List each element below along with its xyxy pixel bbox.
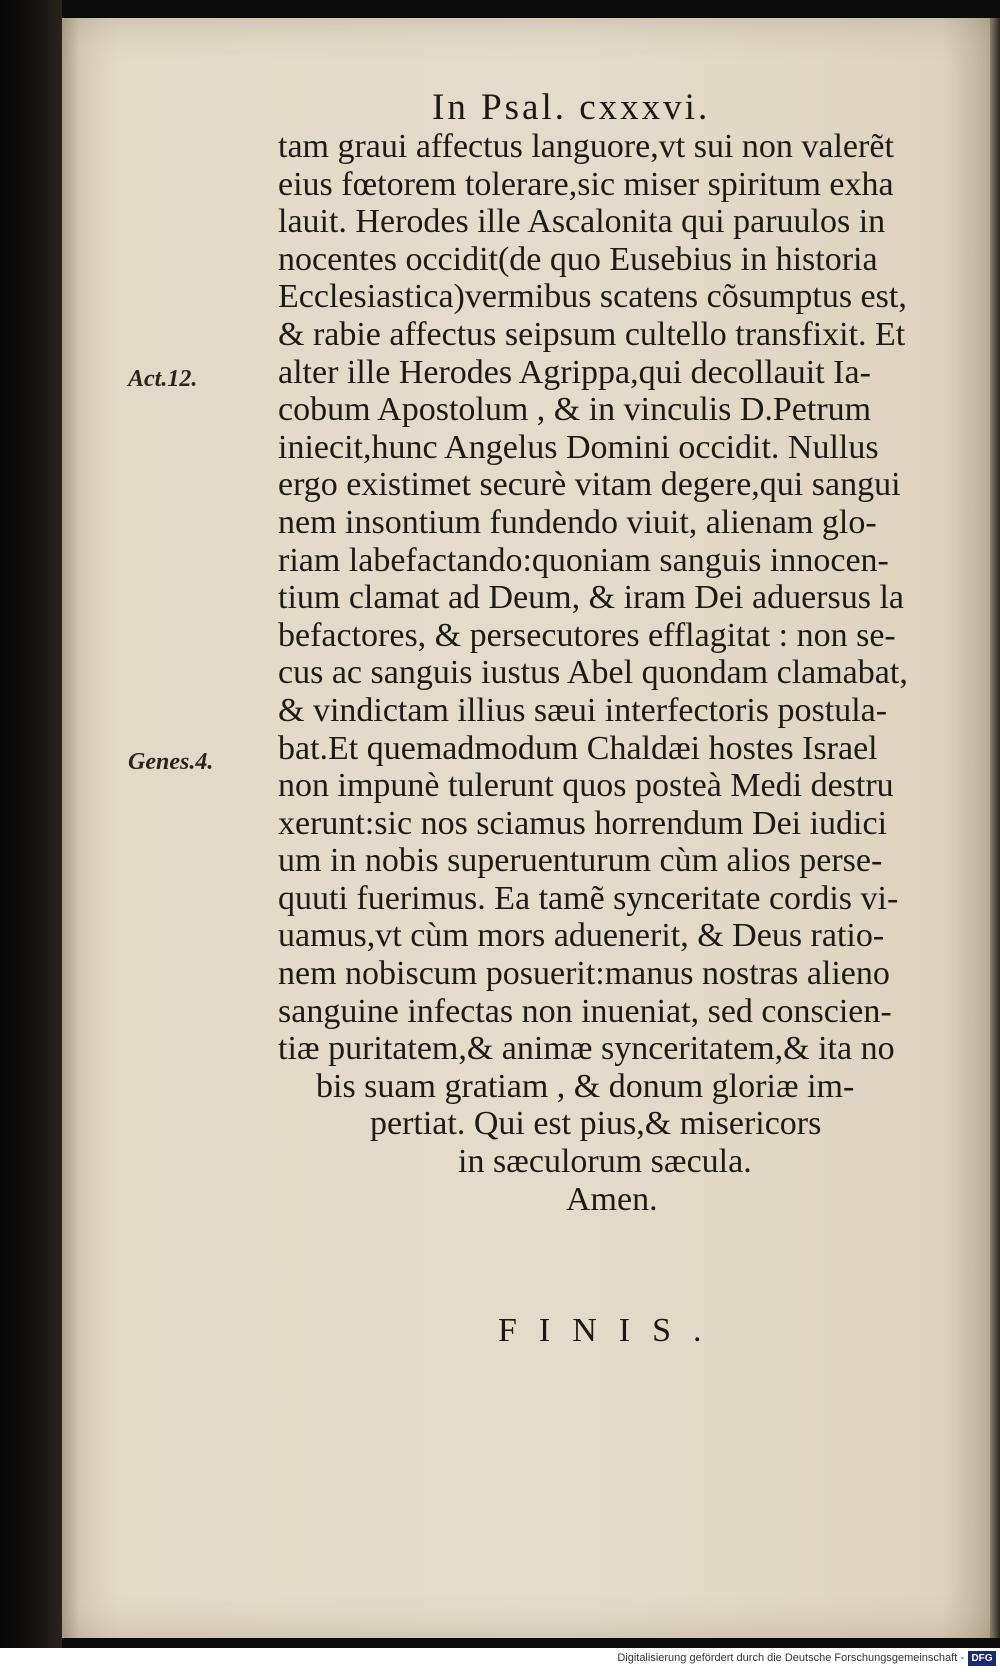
- text-line: pertiat. Qui est pius,& misericors: [370, 1105, 822, 1143]
- text-line: quuti fuerimus. Ea tamẽ synceritate cordis vi-: [278, 879, 899, 917]
- text-line: & rabie affectus seipsum cultello transfixit. Et: [278, 315, 906, 353]
- footer-credit: Digitalisierung gefördert durch die Deutsche Forschungsgemeinschaft -: [617, 1652, 964, 1664]
- text-line: alter ille Herodes Agrippa,qui decollauit Ia-: [278, 353, 871, 391]
- text-line: Ecclesiastica)vermibus scatens cõsumptus est,: [278, 278, 907, 316]
- text-line: um in nobis superuenturum cùm alios perse-: [278, 842, 883, 880]
- page-edge-shadow: [990, 18, 1000, 1638]
- text-line: tiæ puritatem,& animæ synceritatem,& ita no: [278, 1030, 895, 1068]
- text-line: bis suam gratiam , & donum gloriæ im-: [316, 1067, 855, 1105]
- text-line: bat.Et quemadmodum Chaldæi hostes Israel: [278, 729, 878, 767]
- text-line: iniecit,hunc Angelus Domini occidit. Nullus: [278, 428, 879, 466]
- text-line: eius fœtorem tolerare,sic miser spiritum exha: [278, 165, 894, 203]
- text-line-amen: Amen.: [566, 1180, 658, 1218]
- text-line: nem nobiscum posuerit:manus nostras alieno: [278, 955, 890, 993]
- digitization-footer: [0, 1648, 1000, 1672]
- text-line: riam labefactando:quoniam sanguis innocen-: [278, 541, 889, 579]
- text-line: cus ac sanguis iustus Abel quondam clamabat,: [278, 654, 908, 692]
- marginal-note-genesis: Genes.4.: [128, 749, 214, 775]
- finis-colophon: FINIS.: [498, 1312, 724, 1349]
- text-line: nocentes occidit(de quo Eusebius in historia: [278, 240, 878, 278]
- dfg-logo: DFG: [968, 1651, 996, 1666]
- text-line: & vindictam illius sæui interfectoris postula-: [278, 691, 888, 729]
- text-line: cobum Apostolum , & in vinculis D.Petrum: [278, 391, 872, 429]
- text-line: uamus,vt cùm mors aduenerit, & Deus ratio-: [278, 917, 885, 955]
- text-line: xerunt:sic nos sciamus horrendum Dei iudici: [278, 804, 888, 842]
- text-line: tam graui affectus languore,vt sui non valerẽt: [278, 128, 894, 165]
- text-line: ergo existimet securè vitam degere,qui sangui: [278, 466, 901, 504]
- running-head: In Psal. cxxxvi.: [432, 87, 711, 128]
- text-line: befactores, & persecutores efflagitat : non se-: [278, 616, 896, 654]
- text-line: nem insontium fundendo viuit, alienam glo-: [278, 503, 877, 541]
- text-line: sanguine infectas non inueniat, sed conscien-: [278, 992, 892, 1030]
- text-line: lauit. Herodes ille Ascalonita qui paruulos in: [278, 203, 886, 241]
- text-line: tium clamat ad Deum, & iram Dei aduersus la: [278, 579, 904, 617]
- body-text: [278, 128, 938, 1218]
- scan-dark-margin: [0, 0, 62, 1672]
- text-line: non impunè tulerunt quos posteà Medi destru: [278, 767, 894, 805]
- marginal-note-acts: Act.12.: [128, 366, 198, 392]
- text-line: in sæculorum sæcula.: [458, 1143, 752, 1181]
